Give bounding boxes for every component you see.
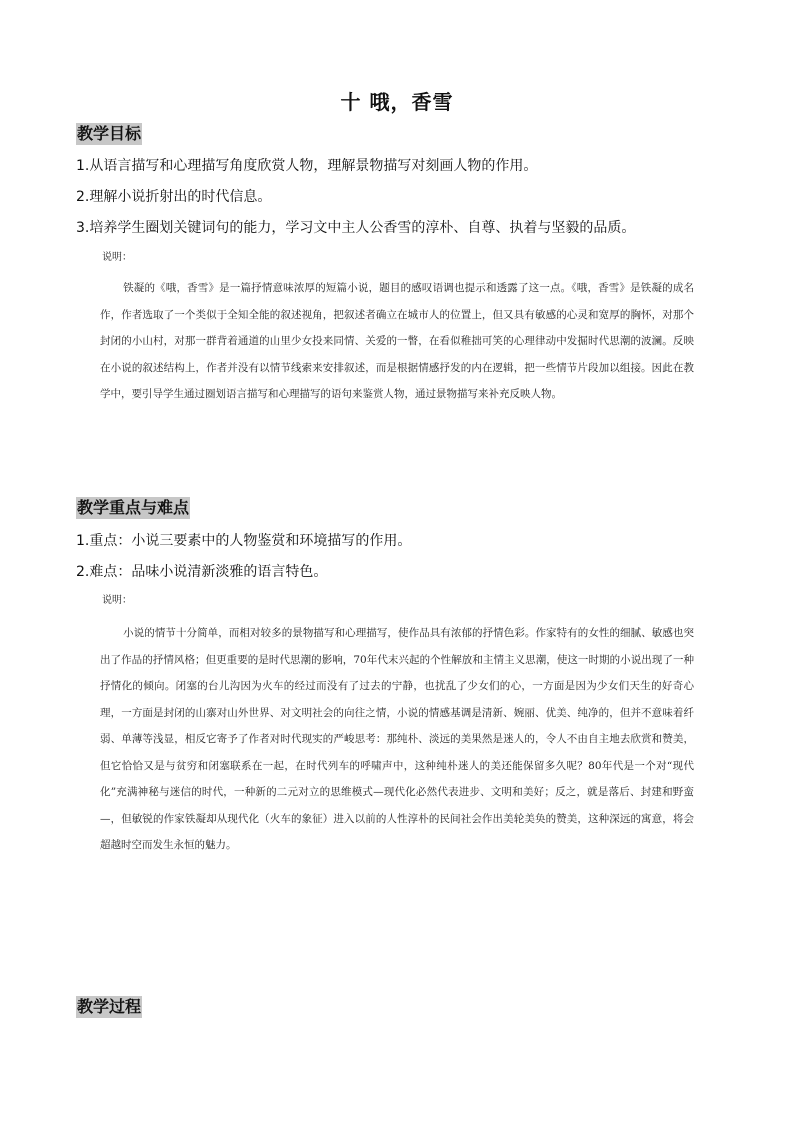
key-point-item-2: 2.难点：品味小说清新淡雅的语言特色。 (76, 564, 328, 580)
section-heading-goals: 教学目标 (77, 124, 142, 143)
goals-note-paragraph: 铁凝的《哦，香雪》是一篇抒情意味浓厚的短篇小说，题目的感叹语调也提示和透露了这一点。《哦，香雪》是铁凝的成名作，作者选取了一个类似于全知全能的叙述视角，把叙述者确立在城市人的位置上，但又具有敏感的心灵和宽厚的胸怀，对那个封闭的小山村，对那一群背着通道的山里少女投来同情、关爱的一瞥，在看似稚拙可笑的心理律动中发掘时代思潮的波澜。反映在小说的叙述结构上，作者并没有以情节线索来安排叙述，而是根据情感抒发的内在逻辑，把一些情节片段加以组接。因此在教学中，要引导学生通过圈划语言描写和心理描写的语句来鉴赏人物，通过景物描写来补充反映人物。 (100, 282, 694, 400)
goal-item-2: 2.理解小说折射出的时代信息。 (76, 189, 272, 205)
section-heading-process: 教学过程 (77, 997, 142, 1016)
key-point-item-1: 1.重点：小说三要素中的人物鉴赏和环境描写的作用。 (76, 533, 412, 549)
key-points-note-paragraph: 小说的情节十分简单，而相对较多的景物描写和心理描写，使作品具有浓郁的抒情色彩。作家特有的女性的细腻、敏感也突出了作品的抒情风格；但更重要的是时代思潮的影响，70年代末兴起的个性解放和主情主义思潮，使这一时期的小说出现了一种抒情化的倾向。闭塞的台儿沟因为火车的经过而没有了过去的宁静，也扰乱了少女们的心，一方面是因为少女们天生的好奇心理，一方面是封闭的山寨对山外世界、对文明社会的向往之情，小说的情感基调是清新、婉丽、优美、纯净的，但并不意味着纤弱、单薄等浅显，相反它寄予了作者对时代现实的严峻思考：那纯朴、淡远的美果然是迷人的，令人不由自主地去欣赏和赞美，但它恰恰又是与贫穷和闭塞联系在一起，在时代列车的呼啸声中，这种纯朴迷人的美还能保留多久呢？80年代是一个对“现代化”充满神秘与迷信的时代，一种新的二元对立的思维模式—现代化必然代表进步、文明和美好；反之，就是落后、封建和野蛮—，但敏锐的作家铁凝却从现代化（火车的象征）进入以前的人性淳朴的民间社会作出美轮美奂的赞美，这种深远的寓意，将会超越时空而发生永恒的魅力。 (100, 627, 694, 851)
section-heading-key-points: 教学重点与难点 (77, 498, 190, 517)
key-points-note-label: 说明： (102, 595, 132, 606)
page-title: 十 哦，香雪 (340, 90, 454, 114)
goal-item-3: 3.培养学生圈划关键词句的能力，学习文中主人公香雪的淳朴、自尊、执着与坚毅的品质。 (76, 220, 636, 236)
goals-note-label: 说明： (102, 252, 132, 263)
goal-item-1: 1.从语言描写和心理描写角度欣赏人物，理解景物描写对刻画人物的作用。 (76, 158, 538, 174)
